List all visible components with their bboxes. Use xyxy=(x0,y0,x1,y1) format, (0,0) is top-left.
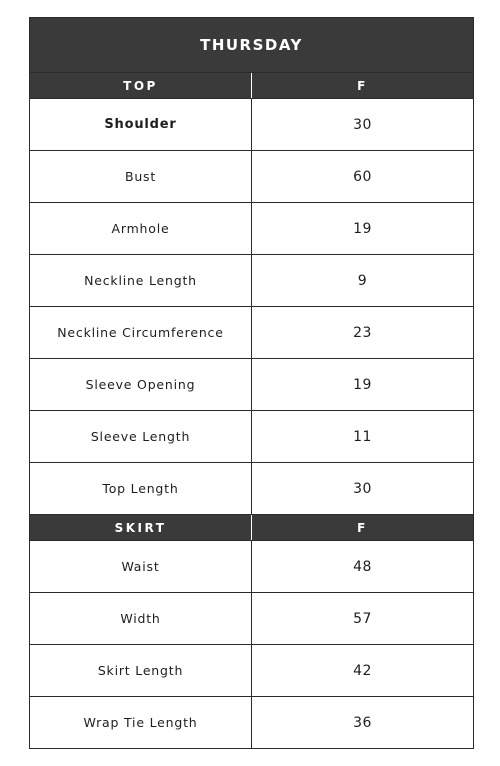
measurement-label: Sleeve Opening xyxy=(30,359,252,411)
table-row xyxy=(30,99,474,151)
table-row xyxy=(30,255,474,307)
table-row xyxy=(30,593,474,645)
table-row xyxy=(30,151,474,203)
table-row xyxy=(30,697,474,749)
measurement-value: 23 xyxy=(252,307,474,359)
measurement-value: 30 xyxy=(252,463,474,515)
measurement-label: Sleeve Length xyxy=(30,411,252,463)
measurement-value: 9 xyxy=(252,255,474,307)
table-row xyxy=(30,411,474,463)
measurement-value: 57 xyxy=(252,593,474,645)
measurement-label: Armhole xyxy=(30,203,252,255)
table-row xyxy=(30,359,474,411)
measurement-label: Waist xyxy=(30,541,252,593)
table-row xyxy=(30,645,474,697)
table-row xyxy=(30,307,474,359)
table-row xyxy=(30,541,474,593)
size-header: F xyxy=(252,73,474,99)
measurement-value: 42 xyxy=(252,645,474,697)
measurement-label: Shoulder xyxy=(30,99,252,151)
table-row xyxy=(30,203,474,255)
title-row xyxy=(30,18,474,73)
measurement-value: 36 xyxy=(252,697,474,749)
measurement-label: Neckline Length xyxy=(30,255,252,307)
measurement-label: Bust xyxy=(30,151,252,203)
measurement-label: Wrap Tie Length xyxy=(30,697,252,749)
measurement-value: 60 xyxy=(252,151,474,203)
section-name: SKIRT xyxy=(30,515,252,541)
measurement-value: 48 xyxy=(252,541,474,593)
section-header-skirt xyxy=(30,515,474,541)
section-header-top xyxy=(30,73,474,99)
table-title: THURSDAY xyxy=(30,18,474,73)
table-row xyxy=(30,463,474,515)
measurement-value: 19 xyxy=(252,359,474,411)
measurement-value: 11 xyxy=(252,411,474,463)
measurement-label: Top Length xyxy=(30,463,252,515)
measurement-label: Skirt Length xyxy=(30,645,252,697)
measurement-value: 19 xyxy=(252,203,474,255)
measurement-value: 30 xyxy=(252,99,474,151)
size-chart-table xyxy=(29,17,474,749)
size-header: F xyxy=(252,515,474,541)
section-name: TOP xyxy=(30,73,252,99)
measurement-label: Neckline Circumference xyxy=(30,307,252,359)
measurement-label: Width xyxy=(30,593,252,645)
